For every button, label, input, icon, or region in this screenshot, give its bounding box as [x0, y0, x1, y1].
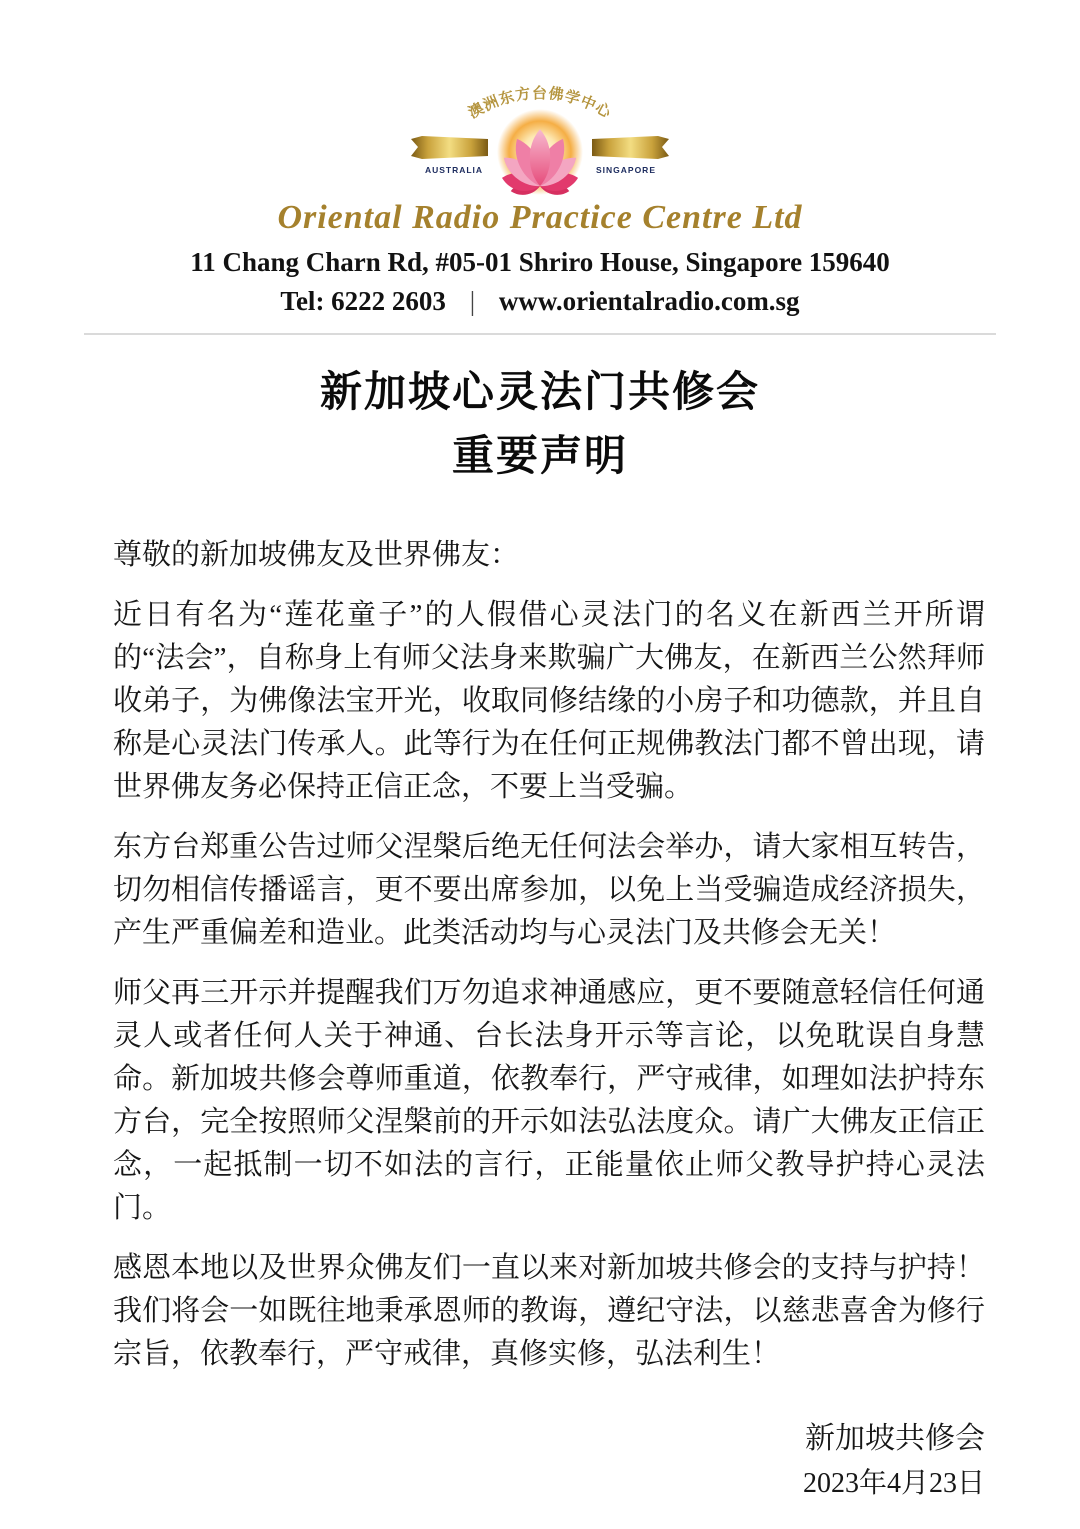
ribbon-right-label: SINGAPORE [595, 165, 657, 175]
signature-block [113, 1416, 985, 1506]
org-logo [406, 72, 674, 198]
statement-paragraph: 近日有名为“莲花童子”的人假借心灵法门的名义在新西兰开所谓的“法会”，自称身上有师父法身来欺骗广大佛友，在新西兰公然拜师收弟子，为佛像法宝开光，收取同修结缘的小房子和功德款，并且自称是心灵法门传承人。此等行为在任何正规佛教法门都不曾出现，请世界佛友务必保持正信正念，不要上当受骗。 [113, 599, 985, 803]
logo-arc-text: 澳洲东方台佛学中心 [466, 86, 614, 122]
statement-paragraph: 感恩本地以及世界众佛友们一直以来对新加坡共修会的支持与护持！我们将会一如既往地秉承恩师的教诲，遵纪守法，以慈悲喜舍为修行宗旨，依教奉行，严守戒律，真修实修，弘法利生！ [113, 1252, 985, 1370]
statement-paragraph: 师父再三开示并提醒我们万勿追求神通感应，更不要随意轻信任何通灵人或者任何人关于神通、台长法身开示等言论，以免耽误自身慧命。新加坡共修会尊师重道，依教奉行，严守戒律，如理如法护持东方台，完全按照师父涅槃前的开示如法弘法度众。请广大佛友正信正念，一起抵制一切不如法的言行，正能量依止师父教导护持心灵法门。 [113, 977, 985, 1224]
statement-title-line1: 新加坡心灵法门共修会 [319, 368, 760, 415]
org-address: 11 Chang Charn Rd, #05-01 Shriro House, Singapore 159640 [190, 247, 890, 277]
contact-line [0, 284, 1080, 318]
statement-content [113, 534, 985, 1506]
statement-paragraph: 东方台郑重公告过师父涅槃后绝无任何法会举办，请大家相互转告，切勿相信传播谣言，更不要出席参加，以免上当受骗造成经济损失，产生严重偏差和造业。此类活动均与心灵法门及共修会无关！ [113, 831, 985, 949]
header-divider [84, 333, 996, 335]
signature-name: 新加坡共修会 [805, 1422, 985, 1455]
statement-title-line2: 重要声明 [451, 432, 628, 479]
signature-date: 2023年4月23日 [802, 1468, 985, 1499]
org-website: www.orientalradio.com.sg [498, 286, 800, 316]
ribbon-left-label: AUSTRALIA [424, 165, 484, 175]
ribbon-right-icon [592, 136, 669, 159]
letterhead [0, 72, 1080, 335]
salutation: 尊敬的新加坡佛友及世界佛友： [113, 539, 520, 571]
statement-body [0, 360, 1080, 1506]
statement-title [0, 360, 1080, 488]
ribbon-left-icon [411, 136, 488, 159]
org-telephone: Tel: 6222 2603 [280, 286, 446, 316]
org-name: Oriental Radio Practice Centre Ltd [277, 199, 803, 236]
contact-separator: | [469, 286, 476, 316]
